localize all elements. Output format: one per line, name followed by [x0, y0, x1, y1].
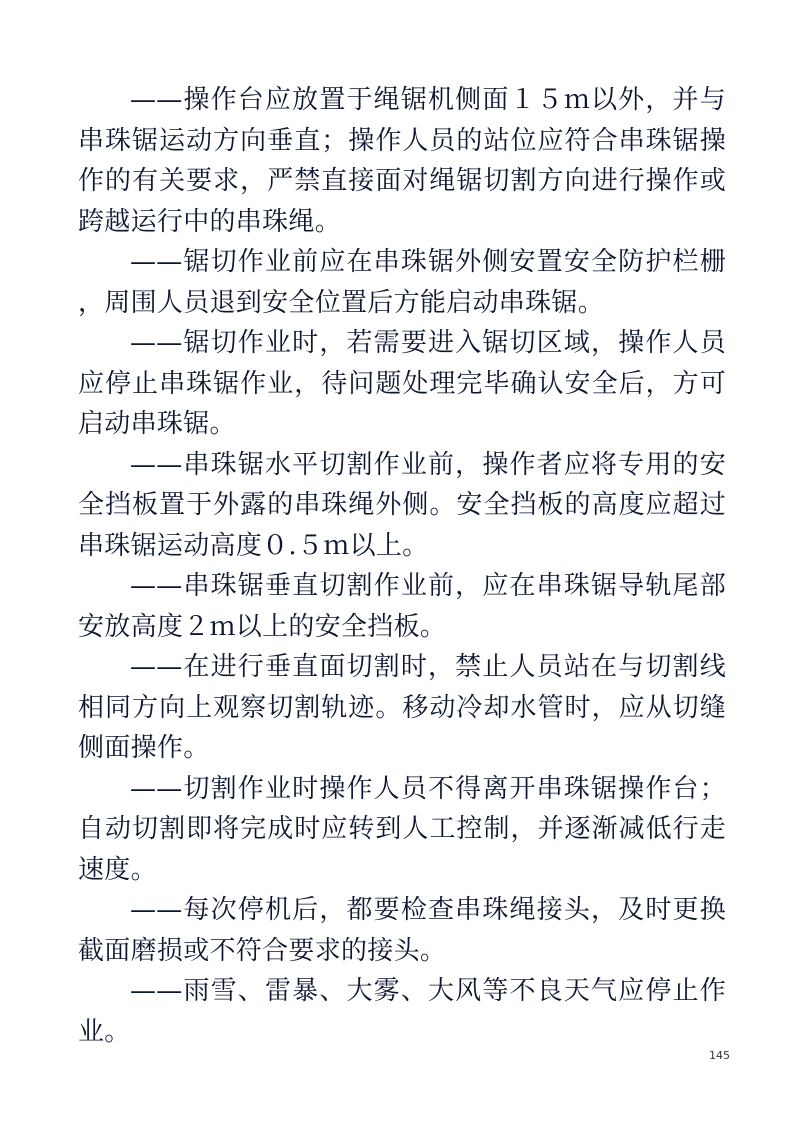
paragraph: ——切割作业时操作人员不得离开串珠锯操作台；自动切割即将完成时应转到人工控制，并逐渐减低行走速度。	[78, 773, 726, 885]
document-body	[78, 80, 726, 1052]
paragraph: ——每次停机后，都要检查串珠绳接头，及时更换截面磨损或不符合要求的接头。	[78, 895, 726, 966]
page-number: 145	[709, 1049, 730, 1062]
paragraph: ——锯切作业时，若需要进入锯切区域，操作人员应停止串珠锯作业，待问题处理完毕确认安全后，方可启动串珠锯。	[78, 328, 726, 439]
paragraph: ——在进行垂直面切割时，禁止人员站在与切割线相同方向上观察切割轨迹。移动冷却水管时，应从切缝侧面操作。	[78, 652, 726, 763]
paragraph: ——操作台应放置于绳锯机侧面１５ｍ以外，并与串珠锯运动方向垂直；操作人员的站位应符合串珠锯操作的有关要求，严禁直接面对绳锯切割方向进行操作或跨越运行中的串珠绳。	[78, 85, 726, 237]
paragraph: ——串珠锯垂直切割作业前，应在串珠锯导轨尾部安放高度２ｍ以上的安全挡板。	[78, 571, 726, 642]
paragraph: ——串珠锯水平切割作业前，操作者应将专用的安全挡板置于外露的串珠绳外侧。安全挡板的高度应超过串珠锯运动高度０.５ｍ以上。	[78, 449, 726, 561]
paragraph: ——雨雪、雷暴、大雾、大风等不良天气应停止作业。	[78, 976, 726, 1047]
paragraph: ——锯切作业前应在串珠锯外侧安置安全防护栏栅，周围人员退到安全位置后方能启动串珠锯。	[78, 247, 726, 318]
